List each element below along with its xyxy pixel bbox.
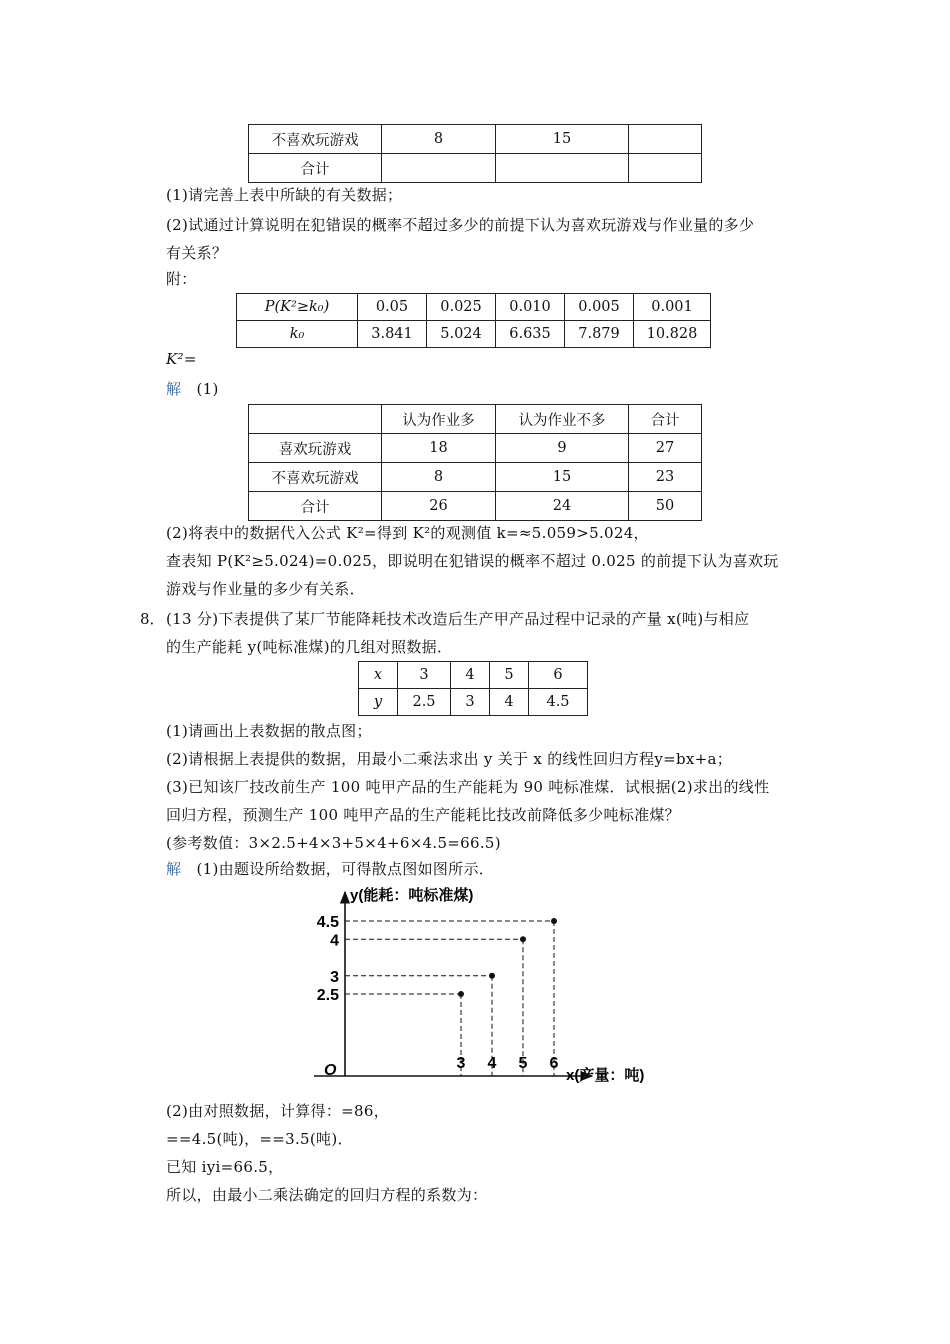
table-cell: 18 xyxy=(382,434,496,463)
table-row xyxy=(249,463,702,492)
data-point xyxy=(458,991,464,997)
solution-2-line-3: 游戏与作业量的多少有关系． xyxy=(166,580,365,598)
question-1: (1)请完善上表中所缺的有关数据； xyxy=(166,186,403,204)
table-row xyxy=(237,321,711,348)
table-cell: 26 xyxy=(382,492,496,521)
solution-text: (1)由题设所给数据，可得散点图如图所示． xyxy=(196,860,495,878)
solution-label: 解 xyxy=(166,380,182,398)
problem-8-q1: (1)请画出上表数据的散点图； xyxy=(166,722,372,740)
table-cell: x xyxy=(359,662,398,689)
table-cell: 6.635 xyxy=(496,321,565,348)
table-cell: 不喜欢玩游戏 xyxy=(249,463,382,492)
table-cell: 7.879 xyxy=(565,321,634,348)
solution-8-step-2-line-2: ==4.5(吨)，==3.5(吨)． xyxy=(166,1130,353,1148)
table-cell: 0.05 xyxy=(358,294,427,321)
table-cell: k₀ xyxy=(237,321,358,348)
table-cell: 合计 xyxy=(629,405,702,434)
y-tick-label: 3 xyxy=(330,968,339,986)
table-cell: 3 xyxy=(398,662,451,689)
table-cell: 24 xyxy=(496,492,629,521)
table-cell: 8 xyxy=(382,463,496,492)
solution-8-step-2-line-4: 所以，由最小二乘法确定的回归方程的系数为： xyxy=(166,1186,488,1204)
table-cell: 合计 xyxy=(249,492,382,521)
solution-2-line-1: (2)将表中的数据代入公式 K²=得到 K²的观测值 k=≈5.059>5.024， xyxy=(166,524,649,542)
solution-text: (1) xyxy=(196,380,219,398)
table-cell: 合计 xyxy=(249,154,382,183)
solution-2-line-2: 查表知 P(K²≥5.024)=0.025，即说明在犯错误的概率不超过 0.025 的前提下认为喜欢玩 xyxy=(166,552,779,570)
appendix-label: 附： xyxy=(166,270,197,288)
table-row xyxy=(237,294,711,321)
table-cell xyxy=(382,154,496,183)
table-cell: 15 xyxy=(496,463,629,492)
table-row xyxy=(249,154,702,183)
x-tick-label: 3 xyxy=(456,1055,466,1072)
question-2-line-2: 有关系？ xyxy=(166,244,228,262)
table-cell xyxy=(496,154,629,183)
y-tick-label: 4.5 xyxy=(316,914,339,931)
data-point xyxy=(489,973,495,979)
table-row xyxy=(249,434,702,463)
table-cell: 8 xyxy=(382,125,496,154)
table-cell: 4 xyxy=(451,662,490,689)
table-row xyxy=(249,125,702,154)
table-cell xyxy=(249,405,382,434)
table-contingency xyxy=(248,404,702,521)
x-axis-label: x(产量：吨) xyxy=(566,1067,645,1084)
table-cell: 0.001 xyxy=(634,294,711,321)
problem-8-q3-line-1: (3)已知该厂技改前生产 100 吨甲产品的生产能耗为 90 吨标准煤．试根据(2)求出的线性 xyxy=(166,778,770,796)
table-row xyxy=(359,662,588,689)
table-cell: 0.005 xyxy=(565,294,634,321)
table-row xyxy=(249,405,702,434)
table-cell: 27 xyxy=(629,434,702,463)
table-row xyxy=(359,689,588,716)
solution-8-step-2-line-1: (2)由对照数据，计算得：=86， xyxy=(166,1102,390,1120)
table-cell xyxy=(629,125,702,154)
solution-1 xyxy=(166,378,219,399)
question-2-line-1: (2)试通过计算说明在犯错误的概率不超过多少的前提下认为喜欢玩游戏与作业量的多少 xyxy=(166,216,755,234)
scatter-chart xyxy=(300,878,680,1093)
table-cell: 6 xyxy=(529,662,588,689)
solution-8 xyxy=(166,858,494,879)
table-cell: 喜欢玩游戏 xyxy=(249,434,382,463)
table-cell xyxy=(629,154,702,183)
problem-8-q3-line-2: 回归方程，预测生产 100 吨甲产品的生产能耗比技改前降低多少吨标准煤？ xyxy=(166,806,680,824)
y-tick-label: 4 xyxy=(330,932,339,950)
table-cell: 0.010 xyxy=(496,294,565,321)
table-cell: 4.5 xyxy=(529,689,588,716)
table-cell: 4 xyxy=(490,689,529,716)
x-tick-label: 5 xyxy=(518,1055,528,1072)
table-cell: 3.841 xyxy=(358,321,427,348)
x-tick-label: 4 xyxy=(487,1055,497,1072)
table-cell: 9 xyxy=(496,434,629,463)
origin-label: O xyxy=(324,1062,337,1079)
y-tick-label: 2.5 xyxy=(316,987,339,1004)
table-cell: 10.828 xyxy=(634,321,711,348)
reference-values: (参考数值：3×2.5+4×3+5×4+6×4.5=66.5) xyxy=(166,834,501,852)
table-row xyxy=(249,492,702,521)
table-cell: y xyxy=(359,689,398,716)
table-top xyxy=(248,124,702,183)
table-cell: 3 xyxy=(451,689,490,716)
table-cell: 5 xyxy=(490,662,529,689)
k2-formula: K²= xyxy=(166,350,197,368)
table-cell: 不喜欢玩游戏 xyxy=(249,125,382,154)
table-k-critical xyxy=(236,293,711,348)
problem-8-q2: (2)请根据上表提供的数据，用最小二乘法求出 y 关于 x 的线性回归方程y=bx+a； xyxy=(166,750,733,768)
table-cell: 认为作业不多 xyxy=(496,405,629,434)
y-axis-label: y(能耗：吨标准煤) xyxy=(350,887,474,904)
table-xy xyxy=(358,661,588,716)
table-cell: 认为作业多 xyxy=(382,405,496,434)
data-point xyxy=(520,936,526,942)
data-point xyxy=(551,918,557,924)
problem-8-line-1: (13 分)下表提供了某厂节能降耗技术改造后生产甲产品过程中记录的产量 x(吨)与相应 xyxy=(166,610,750,628)
table-cell: P(K²≥k₀) xyxy=(237,294,358,321)
table-cell: 23 xyxy=(629,463,702,492)
table-cell: 0.025 xyxy=(427,294,496,321)
solution-8-step-2-line-3: 已知 iyi=66.5， xyxy=(166,1158,284,1176)
table-cell: 5.024 xyxy=(427,321,496,348)
table-cell: 50 xyxy=(629,492,702,521)
solution-label: 解 xyxy=(166,860,182,878)
problem-8-line-2: 的生产能耗 y(吨标准煤)的几组对照数据． xyxy=(166,638,453,656)
table-cell: 2.5 xyxy=(398,689,451,716)
x-tick-label: 6 xyxy=(549,1055,559,1072)
table-cell: 15 xyxy=(496,125,629,154)
problem-number: 8． xyxy=(140,610,165,628)
